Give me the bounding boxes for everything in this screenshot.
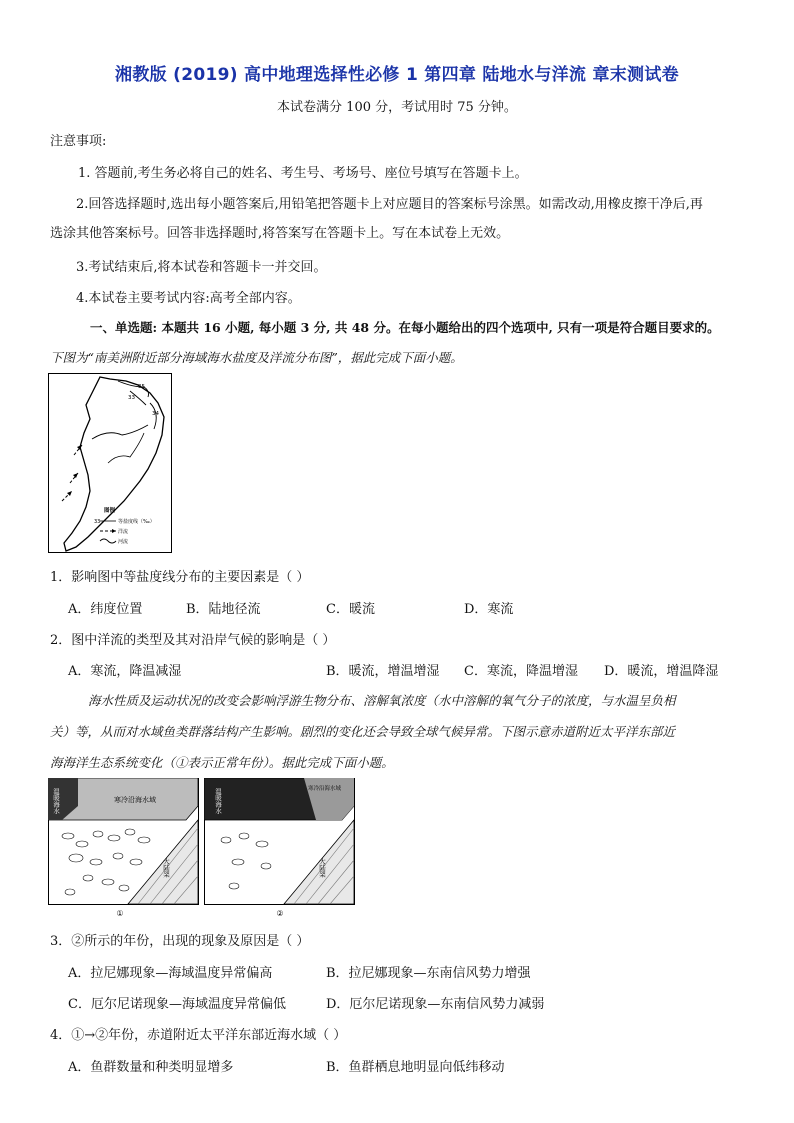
q2-option-a[interactable]: A．寒流，降温减湿 (68, 664, 182, 679)
section-heading: 一、单选题: 本题共 16 小题, 每小题 3 分, 共 48 分。在每小题给出的四个选项中, 只有一项是符合题目要求的。 (90, 320, 720, 335)
question-4-stem: 4．①→②年份，赤道附近太平洋东部近海水域（ ） (50, 1028, 347, 1043)
legend-river: 河流 (118, 539, 129, 545)
q4-option-b[interactable]: B．鱼群栖息地明显向低纬移动 (326, 1060, 505, 1075)
q2-option-c[interactable]: C．寒流，降温增湿 (464, 664, 578, 679)
q1-option-c[interactable]: C．暖流 (326, 602, 375, 617)
question-intro: 海海洋生态系统变化（①表示正常年份）。据此完成下面小题。 (50, 755, 394, 770)
panel-label: ① (116, 909, 124, 918)
ecosystem-panel-abnormal (204, 778, 360, 922)
cold-water-label: 寒冷沿海水域 (308, 786, 342, 792)
warm-water-label: 温暖海水 (52, 788, 60, 814)
south-america-map (48, 373, 172, 557)
question-1-stem: 1．影响图中等盐度线分布的主要因素是（ ） (50, 570, 310, 585)
notice-item: 3.考试结束后,将本试卷和答题卡一并交回。 (76, 260, 327, 275)
warm-water-label: 温暖海水 (214, 788, 222, 814)
question-3-stem: 3．②所示的年份，出现的现象及原因是（ ） (50, 934, 310, 949)
isoline-label: 35 (138, 384, 145, 390)
ecosystem-panel-normal (48, 778, 200, 922)
legend-sample: 33 (94, 519, 101, 525)
q3-option-b[interactable]: B．拉尼娜现象—东南信风势力增强 (326, 966, 531, 981)
question-intro: 关）等，从而对水域鱼类群落结构产生影响。剧烈的变化还会导致全球气候异常。下图示意赤道附近太平洋东部近 (50, 724, 676, 739)
isoline-label: 33 (128, 395, 135, 401)
q3-option-c[interactable]: C．厄尔尼诺现象—海域温度异常偏低 (68, 997, 286, 1012)
notice-item: 2.回答选择题时,选出每小题答案后,用铅笔把答题卡上对应题目的答案标号涂黑。如需改动,用橡皮擦干净后,再 (76, 197, 703, 212)
panel-label: ② (276, 909, 284, 918)
shelf-label: 大陆架 (318, 858, 326, 878)
notice-item: 4.本试卷主要考试内容:高考全部内容。 (76, 291, 301, 306)
question-intro: 海水性质及运动状况的改变会影响浮游生物分布、溶解氧浓度（水中溶解的氧气分子的浓度，与水温呈负相 (88, 693, 676, 708)
question-intro: 下图为“南美洲附近部分海域海水盐度及洋流分布图”，据此完成下面小题。 (50, 350, 463, 365)
q1-option-a[interactable]: A．纬度位置 (68, 602, 143, 617)
exam-info: 本试卷满分 100 分，考试用时 75 分钟。 (277, 100, 517, 115)
page-title: 湘教版 (2019) 高中地理选择性必修 1 第四章 陆地水与洋流 章末测试卷 (115, 65, 679, 85)
legend-current: 洋流 (118, 529, 129, 535)
isoline-label: 34 (152, 411, 159, 417)
q4-option-a[interactable]: A．鱼群数量和种类明显增多 (68, 1060, 234, 1075)
q3-option-d[interactable]: D．厄尔尼诺现象—东南信风势力减弱 (326, 997, 545, 1012)
q2-option-b[interactable]: B．暖流，增温增湿 (326, 664, 440, 679)
cold-water-label: 寒冷沿海水域 (114, 796, 156, 804)
shelf-label: 大陆架 (162, 858, 170, 878)
legend-isoline: 等盐度线（‰） (118, 519, 155, 525)
legend-title: 图例 (104, 508, 116, 514)
question-2-stem: 2．图中洋流的类型及其对沿岸气候的影响是（ ） (50, 633, 336, 648)
q1-option-d[interactable]: D．寒流 (464, 602, 514, 617)
notice-item: 1. 答题前,考生务必将自己的姓名、考生号、考场号、座位号填写在答题卡上。 (78, 166, 528, 181)
q1-option-b[interactable]: B．陆地径流 (186, 602, 261, 617)
notice-heading: 注意事项: (50, 134, 107, 149)
q2-option-d[interactable]: D．暖流，增温降湿 (604, 664, 719, 679)
q3-option-a[interactable]: A．拉尼娜现象—海域温度异常偏高 (68, 966, 273, 981)
notice-item: 选涂其他答案标号。回答非选择题时,将答案写在答题卡上。写在本试卷上无效。 (50, 226, 510, 241)
